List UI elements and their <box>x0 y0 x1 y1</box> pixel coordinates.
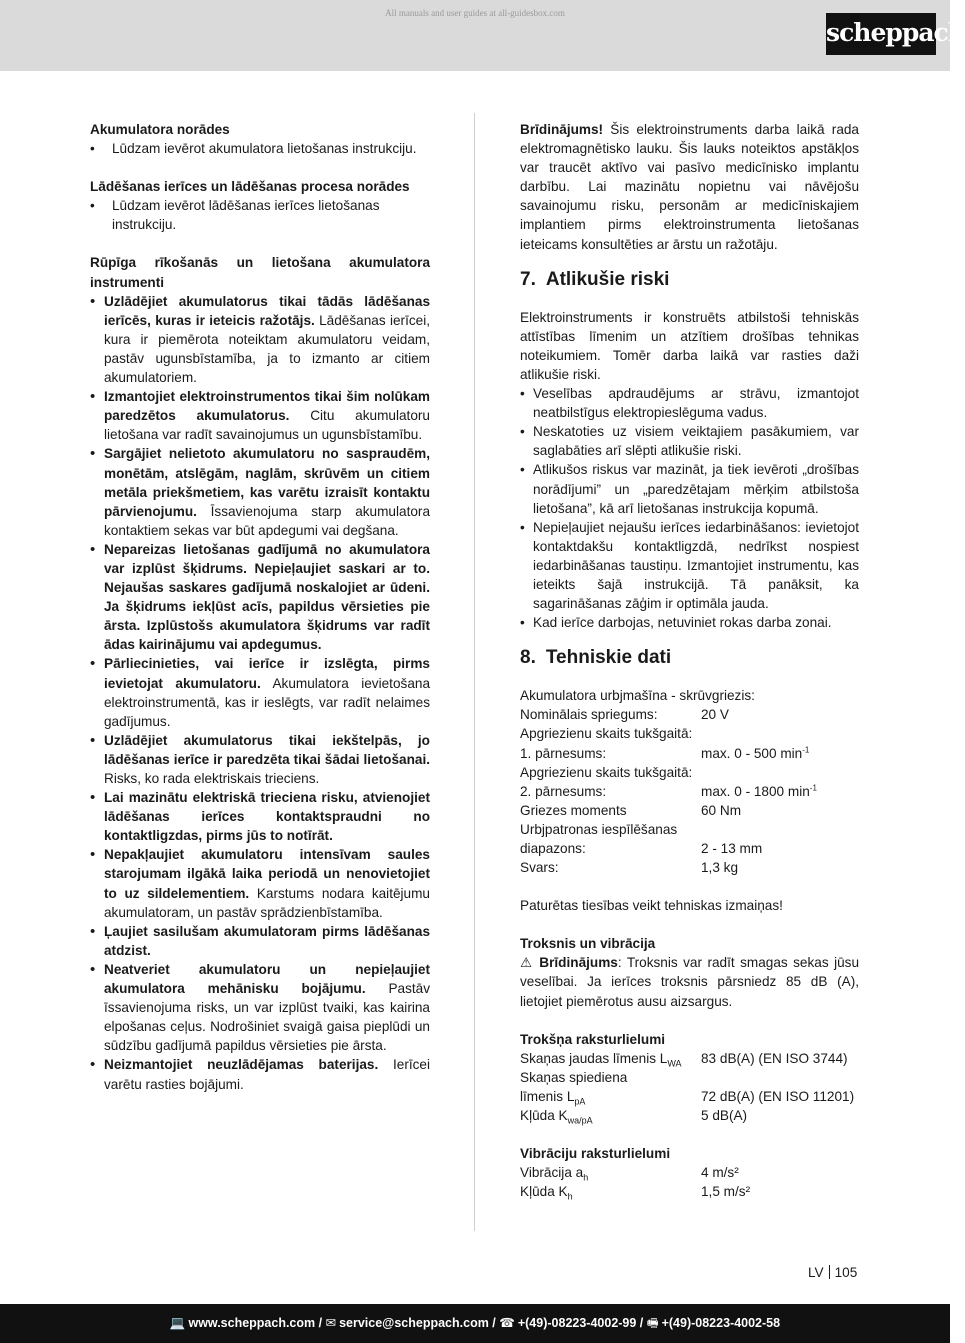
noise-row-lpa: līmenis $L_{pA}$ 72 dB(A) (EN ISO 11201) <box>520 1088 855 1107</box>
section-7-heading: 7. Atlikušie riski <box>520 268 670 290</box>
list-item: • Uzlādējiet akumulatorus tikai iekštelpās, jo lādēšanas ierīce ir paredzēta tikai šādai lietošanai. Risks, ko rada elektriskais trieciens. <box>90 731 430 788</box>
column-divider <box>474 113 475 1231</box>
tech-chuck-label: Urbjpatronas iespīlēšanas <box>520 821 678 837</box>
top-bar <box>0 0 965 71</box>
warning-label: Brīdinājums! <box>520 122 604 137</box>
list-item: • Neskatoties uz visiem veiktajiem pasākumiem, var saglabāties arī slēpti atlikušie riski. <box>520 422 859 460</box>
emf-warning: Brīdinājums! Šis elektroinstruments darba laikā rada elektromagnētisko lauku. Šis lauks noteiktos apstākļos var traucēt aktīvo vai pasīvo medicīnisko implantu darbību. Lai mazinātu nopietnu vai nāvējošu savainojumu risku, personām ar medicīniskajiem implantiem pirms elektroinstrumenta lietošanas ieteicams konsultēties ar ārstu un ražotāju. <box>520 122 859 252</box>
tech-idle-label: Apgriezienu skaits tukšgaitā: <box>520 726 693 742</box>
list-item: • Lūdzam ievērot akumulatora lietošanas instrukciju. <box>90 139 430 158</box>
list-item: • Lai mazinātu elektriskā trieciena risku, atvienojiet lādēšanas ierīces kontaktspraudni no kontaktligzdas, pirms jūs to notīrāt. <box>90 788 430 845</box>
battery-heading: Akumulatora norādes <box>90 122 230 137</box>
list-item: • Neizmantojiet neuzlādējamas baterijas. Ierīcei varētu rasties bojājumi. <box>90 1055 430 1093</box>
noise-warning: ⚠ Brīdinājums: Troksnis var radīt smagas sekas jūsu veselībai. Ja ierīces troksnis pārsniedz 85 dB (A), lietojiet piemērotus ausu aizsargus. <box>520 955 860 1009</box>
noise-row-k: Kļūda $K_{wa/pA}$ 5 dB(A) <box>520 1108 748 1126</box>
footer-website[interactable]: www.scheppach.com / <box>188 1316 323 1330</box>
tech-row-torque: Griezes moments 60 Nm <box>520 802 742 818</box>
warning-icon: ⚠ <box>520 955 534 971</box>
careful-list <box>90 292 430 1094</box>
mail-icon: ✉ <box>325 1316 337 1330</box>
list-item: • Lūdzam ievērot lādēšanas ierīces lietošanas instrukciju. <box>90 196 430 234</box>
list-item: • Neatveriet akumulatoru un nepieļaujiet akumulatora mehānisku bojājumu. Pastāv īssavienojuma risks, un var izplūst tvaiki, kas kairina elpošanas ceļus. Nodrošiniet svaigā gaisa pieplūdi un sūdzību gadījumā papildus vērsieties pie ārsta. <box>90 960 430 1055</box>
footer-email[interactable]: service@scheppach.com / <box>339 1316 496 1330</box>
tech-row-gear2: 2. pārnesums: max. 0 - 1800 $\min^{-1}$ <box>520 783 817 799</box>
tech-idle-label: Apgriezienu skaits tukšgaitā: <box>520 764 693 780</box>
list-item: • Pārliecinieties, vai ierīce ir izslēgta, pirms ievietojat akumulatoru. Akumulatora ievietošana elektroinstrumentā, kas ir ieslēgts, var radīt nelaimes gadījumus. <box>90 654 430 730</box>
noise-row-lwa: Skaņas jaudas līmenis $L_{WA}$ 83 dB(A) (EN ISO 3744) <box>520 1050 848 1069</box>
charger-heading: Lādēšanas ierīces un lādēšanas procesa norādes <box>90 179 410 195</box>
list-item: • Nepakļaujiet akumulatoru intensīvam saules starojumam ilgākā laika periodā un nenovietojiet to uz sildelementiem. Karstums nodara kaitējumu akumulatoram, un pastāv sprādzienbīstamība. <box>90 845 430 921</box>
tech-row-gear1: 1. pārnesums: max. 0 - 500 $\min^{-1}$ <box>520 745 810 761</box>
left-column <box>90 120 430 1094</box>
watermark-text: All manuals and user guides at all-guidesbox.com <box>385 8 565 18</box>
list-item: • Nepieļaujiet nejaušu ierīces iedarbināšanos: ievietojot kontaktdakšu kontaktligzdā, nedrīkst nospiest iedarbināšanas taustiņu. Izmantojiet instrumentu, kas ieteikts šajā instrukcijā. Tā panāksit, ka sagarināšanas zāģim ir optimāla jauda. <box>520 518 859 613</box>
list-item: • Uzlādējiet akumulatorus tikai tādās lādēšanas ierīcēs, kuras ir ieteicis ražotājs. Lādēšanas ierīcei, kura ir piemērota noteiktam akumulatoru veidam, pastāv ugunsbīstamība, ja to izmanto ar citiem akumulatoriem. <box>90 292 430 387</box>
noise-lpa-label: Skaņas spiediena <box>520 1069 628 1085</box>
list-item: • Nepareizas lietošanas gadījumā no akumulatora var izplūst šķidrums. Nepieļaujiet saskari ar to. Nejaušas saskares gadījumā noskalojiet ar ūdeni. Ja šķidrums iekļūst acīs, papildus vērsieties pie ārsta. Izplūstošs akumulatora šķidrums var radīt ādas kairinājumu vai apdegumus. <box>90 540 430 655</box>
list-item: • Veselības apdraudējums ar strāvu, izmantojot neatbilstīgus elektropieslēguma vadus. <box>520 384 859 422</box>
vib-row-ah: Vibrācija $a_h$ 4 m/s² <box>520 1165 739 1183</box>
footer-fax: +(49)-08223-4002-58 <box>661 1316 781 1330</box>
list-item: • Izmantojiet elektroinstrumentos tikai šim nolūkam paredzētos akumulatorus. Citu akumulatoru lietošana var radīt savainojumus un ugunsbīstamību. <box>90 387 430 444</box>
charger-list <box>90 196 430 234</box>
tech-model: Akumulatora urbjmašīna - skrūvgriezis: <box>520 688 755 704</box>
section-8-heading: 8. Tehniskie dati <box>520 647 672 669</box>
list-item: • Kad ierīce darbojas, netuviniet rokas darba zonai. <box>520 613 859 632</box>
phone-icon: ☎ <box>499 1316 515 1330</box>
tech-row-weight: Svars: 1,3 kg <box>520 860 739 876</box>
noise-heading: Troksnis un vibrācija <box>520 936 656 952</box>
footer-phone: +(49)-08223-4002-99 / <box>517 1316 644 1330</box>
right-column <box>520 120 859 1201</box>
battery-list <box>90 139 430 158</box>
section-7-intro: Elektroinstruments ir konstruēts atbilstoši tehniskās attīstības līmenim un atzītiem drošības tehnikas noteikumiem. Tomēr darba laikā var rasties daži atlikušie riski. <box>520 309 859 382</box>
tech-rights-note: Paturētas tiesības veikt tehniskas izmaiņas! <box>520 898 783 914</box>
vib-heading: Vibrāciju raksturlielumi <box>520 1146 671 1162</box>
vib-row-kh: Kļūda $K_h$ 1,5 m/s² <box>520 1184 751 1203</box>
list-item: • Sargājiet nelietoto akumulatoru no saspraudēm, monētām, atslēgām, naglām, skrūvēm un citiem metāla priekšmetiem, kas varētu izraisīt kontaktu pārvienojumu. Īssavienojuma starp akumulatora kontaktiem sekas var būt apdegumi vai degšana. <box>90 444 430 539</box>
page-number: LV 105 <box>808 1265 858 1280</box>
residual-risks-list <box>520 384 859 632</box>
tech-row-voltage: Nominālais spriegums: 20 V <box>520 707 729 723</box>
list-item: • Atlikušos riskus var mazināt, ja tiek ievēroti „drošības norādījumi” un „paredzētajam mērķim atbilstoša lietošana”, kā arī lietošanas instrukcija kopumā. <box>520 460 859 517</box>
careful-heading: Rūpīga rīkošanās un lietošana akumulatora instrumenti <box>90 255 430 290</box>
list-item: • Ļaujiet sasilušam akumulatoram pirms lādēšanas atdzist. <box>90 922 430 960</box>
noise-char-heading: Trokšņa raksturlielumi <box>520 1031 666 1047</box>
tech-row-chuck: diapazons: 2 - 13 mm <box>520 841 763 856</box>
fax-icon: 🖷 <box>646 1316 659 1330</box>
scheppach-logo: scheppach <box>826 13 936 55</box>
footer-bar <box>0 1304 950 1343</box>
computer-icon: 💻 <box>169 1316 186 1330</box>
